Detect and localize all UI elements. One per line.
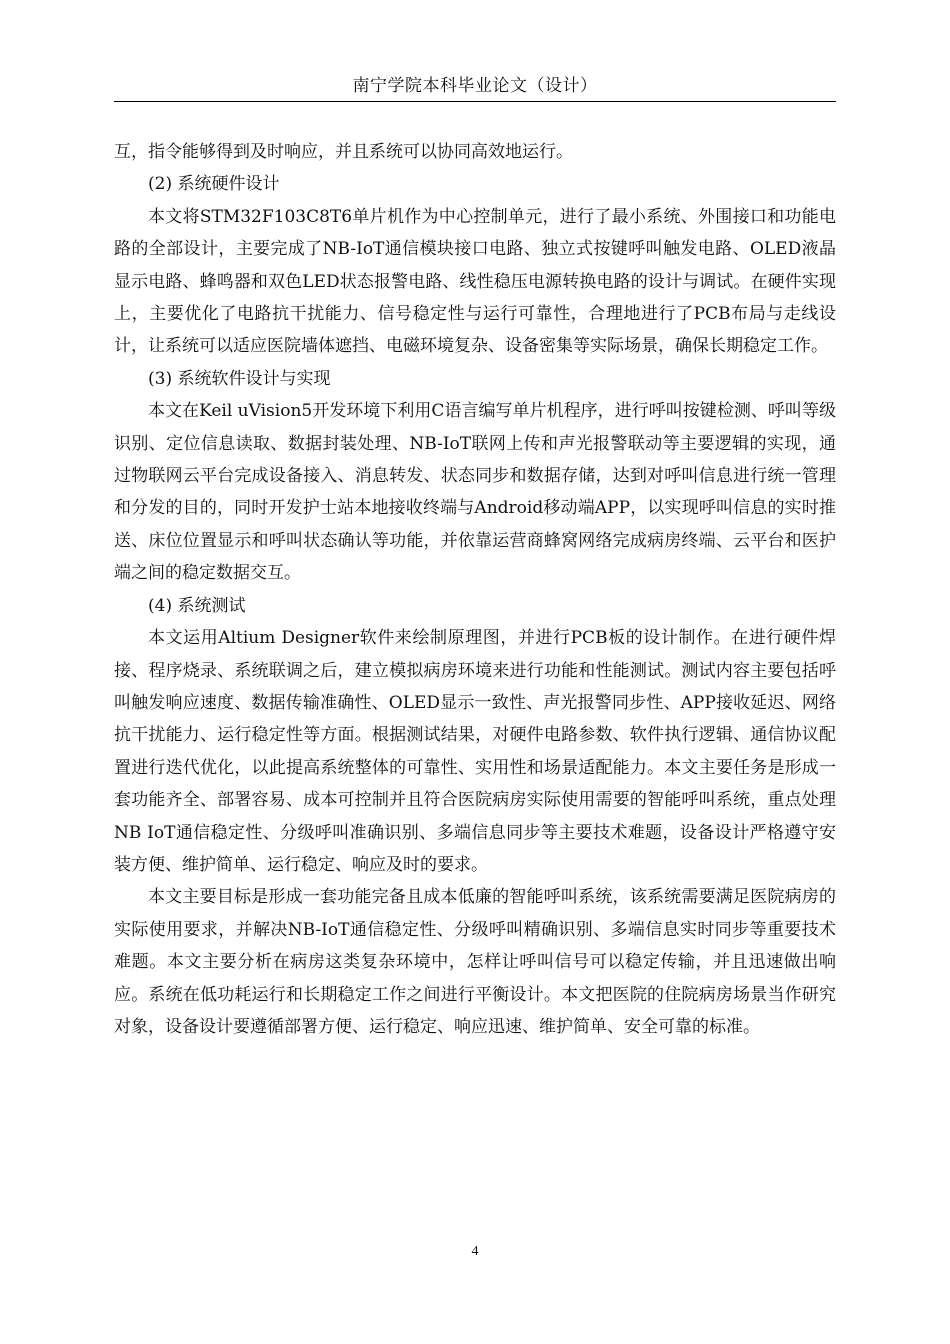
section-heading-software: (3) 系统软件设计与实现 [148, 368, 331, 389]
paragraph-hardware: 本文将STM32F103C8T6单片机作为中心控制单元，进行了最小系统、外围接口和功能电路的全部设计，主要完成了NB-IoT通信模块接口电路、独立式按键呼叫触发电路、OLED液晶显示电路、蜂鸣器和双色LED状态报警电路、线性稳压电源转换电路的设计与调试。在硬件实现上，主要优化了电路抗干扰能力、信号稳定性与运行可靠性，合理地进行了PCB布局与走线设计，让系统可以适应医院墙体遮挡、电磁环境复杂、设备密集等实际场景，确保长期稳定工作。 [114, 206, 836, 357]
header-rule [114, 101, 836, 102]
paragraph-continuation: 互，指令能够得到及时响应，并且系统可以协同高效地运行。 [114, 142, 573, 162]
paragraph-objectives: 本文主要目标是形成一套功能完备且成本低廉的智能呼叫系统，该系统需要满足医院病房的实际使用要求，并解决NB-IoT通信稳定性、分级呼叫精确识别、多端信息实时同步等重要技术难题。本文主要分析在病房这类复杂环境中，怎样让呼叫信号可以稳定传输，并且迅速做出响应。系统在低功耗运行和长期稳定工作之间进行平衡设计。本文把医院的住院病房场景当作研究对象，设备设计要遵循部署方便、运行稳定、响应迅速、维护简单、安全可靠的标准。 [114, 887, 836, 1037]
section-heading-testing: (4) 系统测试 [148, 595, 246, 616]
running-header: 南宁学院本科毕业论文（设计） [352, 76, 598, 96]
paragraph-testing: 本文运用Altium Designer软件来绘制原理图，并进行PCB板的设计制作。在进行硬件焊接、程序烧录、系统联调之后，建立模拟病房环境来进行功能和性能测试。测试内容主要包括呼叫触发响应速度、数据传输准确性、OLED显示一致性、声光报警同步性、APP接收延迟、网络抗干扰能力、运行稳定性等方面。根据测试结果，对硬件电路参数、软件执行逻辑、通信协议配置进行迭代优化，以此提高系统整体的可靠性、实用性和场景适配能力。本文主要任务是形成一套功能齐全、部署容易、成本可控制并且符合医院病房实际使用需要的智能呼叫系统，重点处理NB IoT通信稳定性、分级呼叫准确识别、多端信息同步等主要技术难题，设备设计严格遵守安装方便、维护简单、运行稳定、响应及时的要求。 [114, 628, 836, 875]
page-number: 4 [471, 1244, 479, 1259]
section-heading-hardware: (2) 系统硬件设计 [148, 174, 280, 195]
body-text [114, 136, 836, 1043]
paragraph-software: 本文在Keil uVision5开发环境下利用C语言编写单片机程序，进行呼叫按键检测、呼叫等级识别、定位信息读取、数据封装处理、NB-IoT联网上传和声光报警联动等主要逻辑的实现，通过物联网云平台完成设备接入、消息转发、状态同步和数据存储，达到对呼叫信息进行统一管理和分发的目的，同时开发护士站本地接收终端与Android移动端APP，以实现呼叫信息的实时推送、床位位置显示和呼叫状态确认等功能，并依靠运营商蜂窝网络完成病房终端、云平台和医护端之间的稳定数据交互。 [114, 401, 836, 584]
